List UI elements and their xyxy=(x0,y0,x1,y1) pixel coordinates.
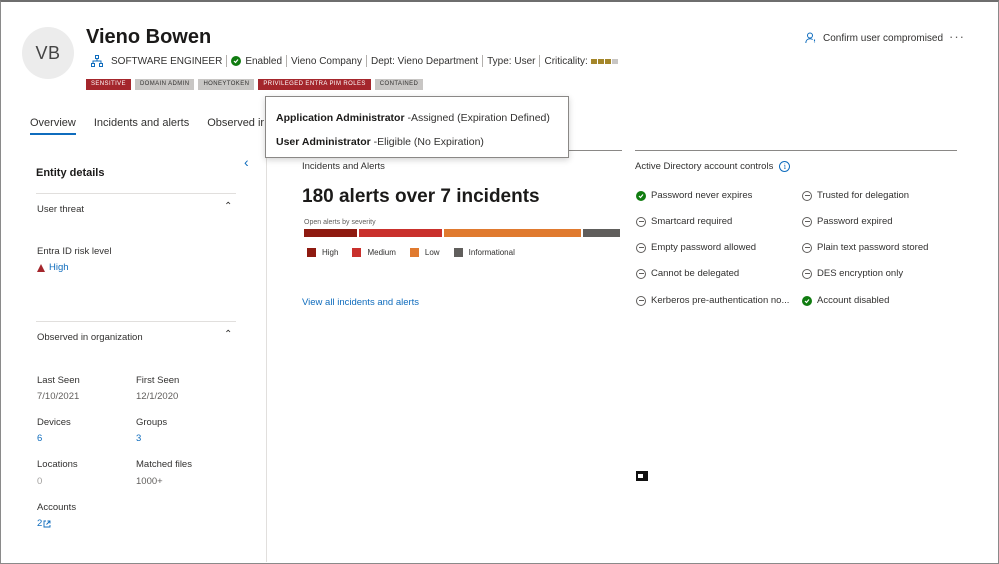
company: Vieno Company xyxy=(291,55,362,67)
locations-label: Locations xyxy=(37,459,78,470)
minus-circle-icon xyxy=(636,243,646,253)
devices-label: Devices xyxy=(37,417,71,428)
ad-control-item xyxy=(636,242,756,253)
matched-files-label: Matched files xyxy=(136,459,192,470)
legend-item xyxy=(454,248,515,257)
tooltip-row xyxy=(276,112,550,124)
minus-circle-icon xyxy=(802,243,812,253)
panel-divider xyxy=(266,152,267,562)
account-status: Enabled xyxy=(245,55,283,67)
minus-circle-icon xyxy=(636,269,646,279)
first-seen-label: First Seen xyxy=(136,375,180,386)
groups-label: Groups xyxy=(136,417,168,428)
ad-control-label: DES encryption only xyxy=(817,268,904,279)
risk-level-text: High xyxy=(49,262,69,273)
ad-control-label: Empty password allowed xyxy=(651,242,757,253)
ad-control-label: Smartcard required xyxy=(651,216,733,227)
ad-control-item xyxy=(636,216,732,227)
ad-control-item xyxy=(636,190,752,201)
legend-label: Low xyxy=(424,248,440,257)
confirm-label: Confirm user compromised xyxy=(823,32,944,44)
legend-swatch xyxy=(307,248,316,257)
ad-controls-title xyxy=(635,161,790,172)
org-chart-icon[interactable] xyxy=(91,55,103,67)
divider xyxy=(482,55,483,67)
divider xyxy=(366,55,367,67)
divider xyxy=(539,55,540,67)
divider xyxy=(286,55,287,67)
criticality-label: Criticality: xyxy=(544,55,588,67)
observed-header[interactable]: Observed in organization xyxy=(37,332,143,343)
groups-link[interactable]: 3 xyxy=(136,433,142,444)
locations-value: 0 xyxy=(37,476,43,487)
minus-circle-icon xyxy=(802,217,812,227)
accounts-count: 2 xyxy=(37,518,43,529)
minus-circle-icon xyxy=(636,217,646,227)
risk-level-value[interactable] xyxy=(37,262,69,273)
ad-control-label: Password never expires xyxy=(651,190,753,201)
entity-tag[interactable]: HONEYTOKEN xyxy=(198,79,254,90)
entity-tag[interactable]: DOMAIN ADMIN xyxy=(135,79,194,90)
legend-item xyxy=(410,248,440,257)
criticality-meter xyxy=(591,59,618,64)
devices-link[interactable]: 6 xyxy=(37,433,43,444)
window-glyph-icon xyxy=(636,471,648,481)
criticality-segment xyxy=(591,59,597,64)
severity-bar xyxy=(304,229,620,237)
external-link-icon xyxy=(43,520,51,528)
ad-control-label: Plain text password stored xyxy=(817,242,929,253)
role-assignment: -Eligible (No Expiration) xyxy=(370,136,484,148)
last-seen-label: Last Seen xyxy=(37,375,80,386)
legend-label: High xyxy=(322,248,339,257)
more-actions-button[interactable]: ··· xyxy=(949,29,965,44)
tab-bar xyxy=(30,117,282,135)
ad-control-label: Account disabled xyxy=(817,295,890,306)
chevron-up-icon[interactable]: ⌃ xyxy=(224,201,233,212)
criticality-segment xyxy=(605,59,611,64)
ad-control-item xyxy=(636,295,789,306)
enabled-check-icon xyxy=(231,56,241,66)
info-icon[interactable]: i xyxy=(779,161,790,172)
risk-level-label: Entra ID risk level xyxy=(37,246,112,257)
severity-segment-informational[interactable] xyxy=(583,229,620,237)
entity-tag[interactable]: PRIVILEGED ENTRA PIM ROLES xyxy=(258,79,370,90)
entity-tag[interactable]: CONTAINED xyxy=(375,79,424,90)
divider xyxy=(36,193,236,194)
user-alert-icon xyxy=(805,32,817,44)
check-circle-icon xyxy=(802,296,812,306)
collapse-panel-chevron-icon[interactable]: ‹ xyxy=(244,154,249,170)
ad-control-item xyxy=(802,242,928,253)
severity-legend xyxy=(307,248,529,257)
department: Dept: Vieno Department xyxy=(371,55,479,67)
entity-tags xyxy=(86,79,423,90)
role-name: Application Administrator xyxy=(276,112,405,124)
accounts-label: Accounts xyxy=(37,502,77,513)
section-rule xyxy=(635,150,957,151)
legend-swatch xyxy=(410,248,419,257)
role-assignment: -Assigned (Expiration Defined) xyxy=(404,112,550,124)
pim-roles-tooltip xyxy=(265,96,569,158)
severity-segment-low[interactable] xyxy=(444,229,580,237)
confirm-user-compromised-button[interactable] xyxy=(805,32,943,44)
chevron-up-icon[interactable]: ⌃ xyxy=(224,329,233,340)
ad-controls-title-text: Active Directory account controls xyxy=(635,161,774,172)
severity-segment-medium[interactable] xyxy=(359,229,443,237)
incidents-title: Incidents and Alerts xyxy=(302,161,385,172)
legend-label: Medium xyxy=(367,248,396,257)
minus-circle-icon xyxy=(802,191,812,201)
severity-label: Open alerts by severity xyxy=(304,219,376,226)
user-threat-header[interactable]: User threat xyxy=(37,204,84,215)
incidents-headline: 180 alerts over 7 incidents xyxy=(302,186,540,207)
check-circle-icon xyxy=(636,191,646,201)
legend-item xyxy=(352,248,395,257)
divider xyxy=(36,321,236,322)
ad-control-item xyxy=(802,216,893,227)
last-seen-value: 7/10/2021 xyxy=(37,391,80,402)
entity-tag[interactable]: SENSITIVE xyxy=(86,79,131,90)
avatar xyxy=(22,27,74,79)
tooltip-row xyxy=(276,136,484,148)
first-seen-value: 12/1/2020 xyxy=(136,391,179,402)
criticality-segment xyxy=(612,59,618,64)
minus-circle-icon xyxy=(802,269,812,279)
legend-label: Informational xyxy=(468,248,515,257)
user-meta-row xyxy=(91,55,618,67)
legend-item xyxy=(307,248,338,257)
ad-control-label: Trusted for delegation xyxy=(817,190,910,201)
minus-circle-icon xyxy=(636,296,646,306)
matched-files-value: 1000+ xyxy=(136,476,163,487)
severity-segment-high[interactable] xyxy=(304,229,357,237)
ad-control-label: Password expired xyxy=(817,216,893,227)
job-title: SOFTWARE ENGINEER xyxy=(111,55,223,67)
warning-icon xyxy=(37,264,45,272)
ad-control-item xyxy=(802,268,903,279)
accounts-link[interactable] xyxy=(37,518,51,529)
entity-details-title: Entity details xyxy=(36,167,105,179)
user-type: Type: User xyxy=(487,55,536,67)
ad-control-item xyxy=(802,190,909,201)
ad-control-label: Cannot be delegated xyxy=(651,268,740,279)
ad-control-item xyxy=(802,295,889,306)
criticality-segment xyxy=(598,59,604,64)
tab-incidents-and-alerts[interactable]: Incidents and alerts xyxy=(93,117,190,129)
view-all-incidents-link[interactable]: View all incidents and alerts xyxy=(302,297,420,308)
tab-observed-ir[interactable]: Observed ir xyxy=(207,117,265,129)
user-name: Vieno Bowen xyxy=(86,26,212,48)
tab-overview[interactable]: Overview xyxy=(30,117,76,135)
legend-swatch xyxy=(454,248,463,257)
ad-control-label: Kerberos pre-authentication no... xyxy=(651,295,790,306)
legend-swatch xyxy=(352,248,361,257)
role-name: User Administrator xyxy=(276,136,371,148)
avatar-initials: VB xyxy=(35,42,61,63)
divider xyxy=(226,55,227,67)
ad-control-item xyxy=(636,268,739,279)
